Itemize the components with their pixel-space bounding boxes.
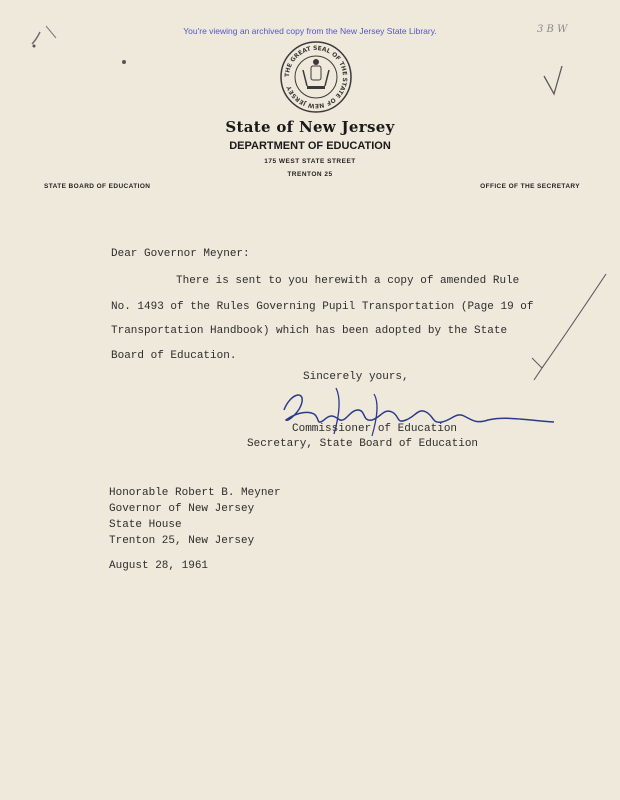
closing: Sincerely yours, [303,371,409,383]
salutation: Dear Governor Meyner: [111,248,250,260]
svg-text:THE GREAT SEAL OF THE STATE OF [284,45,348,109]
checkmark-icon [540,62,570,102]
state-title: State of New Jersey [225,118,395,136]
approval-line [520,268,610,388]
archive-banner: You're viewing an archived copy from the New Jersey State Library. [183,26,437,36]
handwritten-initials: 3 B W [537,24,568,35]
speck-mark [120,58,128,66]
body-line: Transportation Handbook) which has been adopted by the State [111,325,508,337]
seal-text: THE GREAT SEAL OF THE STATE OF NEW JERSEY [283,44,349,110]
body-line: Board of Education. [111,350,237,362]
pencil-mark [28,22,78,52]
state-seal-icon [279,40,353,114]
recipient-line: Trenton 25, New Jersey [109,535,255,547]
body-line: No. 1493 of the Rules Governing Pupil Transportation (Page 19 of [111,301,534,313]
letter-date: August 28, 1961 [109,560,209,572]
city-address: TRENTON 25 [287,171,333,178]
signer-title: Commissioner of Education [292,423,458,435]
body-line: There is sent to you herewith a copy of amended Rule [176,275,520,287]
board-label: STATE BOARD OF EDUCATION [44,183,151,190]
recipient-line: State House [109,519,182,531]
signer-title-secondary: Secretary, State Board of Education [247,438,479,450]
recipient-line: Honorable Robert B. Meyner [109,487,281,499]
street-address: 175 WEST STATE STREET [264,158,356,165]
department-name: DEPARTMENT OF EDUCATION [229,140,391,152]
office-label: OFFICE OF THE SECRETARY [480,183,580,190]
recipient-line: Governor of New Jersey [109,503,255,515]
